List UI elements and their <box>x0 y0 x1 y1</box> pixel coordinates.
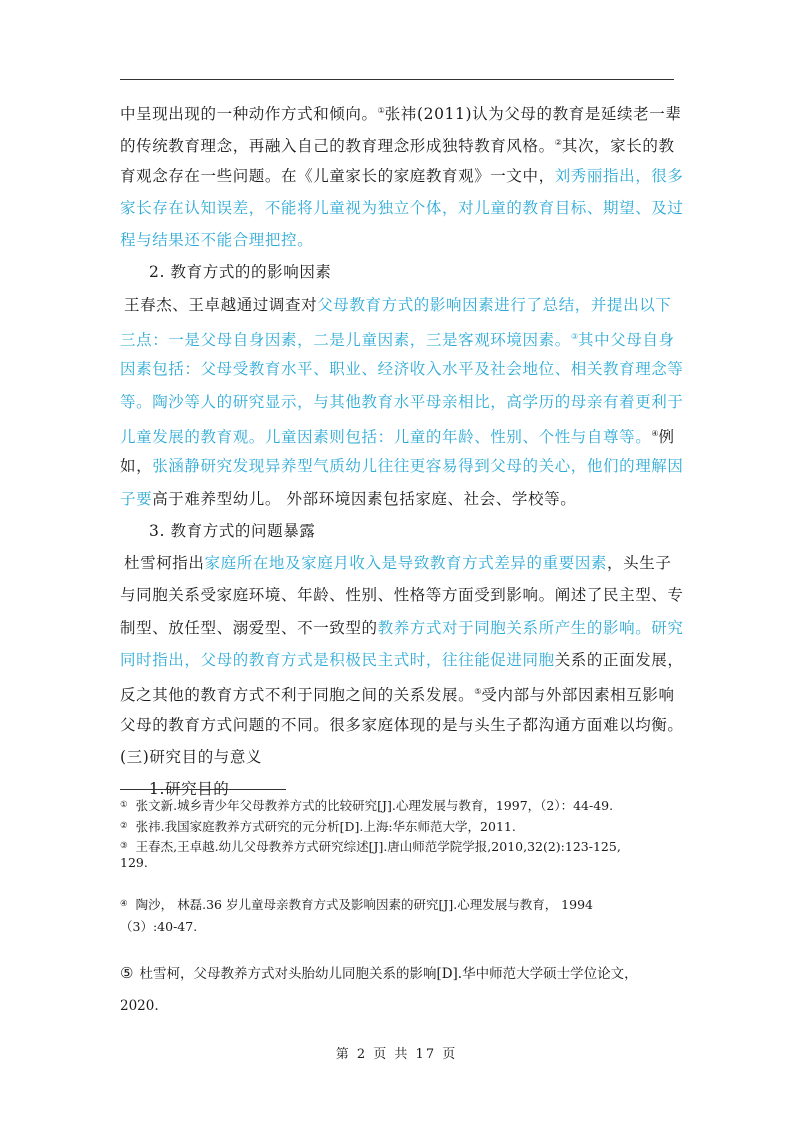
body-line: 制型、放任型、溺爱型、不一致型的教养方式对于同胞关系所产生的影响。研究 <box>120 618 684 637</box>
body-line: 如，张涵静研究发现异养型气质幼儿往往更容易得到父母的关心，他们的理解因 <box>120 457 684 476</box>
body-line: 的传统教育理念，再融入自己的教育理念形成独特教育风格。②其次，家长的教 <box>120 137 675 156</box>
highlighted-line: 等。陶沙等人的研究显示，与其他教育水平母亲相比，高学历的母亲有着更利于 <box>120 392 684 411</box>
highlighted-text: 教养方式对于同胞关系所产生的影响。研究 <box>377 618 684 637</box>
footnote-5: ⑤ 杜雪柯，父母教养方式对头胎幼儿同胞关系的影响[D].华中师范大学硕士学位论文， 2020. <box>120 964 638 1014</box>
page-number: 第 2 页 共 17 页 <box>335 1047 458 1062</box>
highlighted-text: 三点：一是父母自身因素，二是儿童因素，三是客观环境因素。 <box>120 331 571 350</box>
section-heading: 2. 教育方式的的影响因素 <box>149 263 332 282</box>
citation-mark: ⑤ <box>474 687 482 697</box>
footnote-2: ② 张祎.我国家庭教养方式研究的元分析[D].上海:华东师范大学，2011. <box>120 819 516 834</box>
footnote-rule <box>120 789 286 790</box>
citation-mark: ① <box>377 106 385 115</box>
body-line: 同时指出，父母的教育方式是积极民主式时，往往能促进同胞关系的正面发展， <box>120 651 684 670</box>
highlighted-line: 家长存在认知误差，不能将儿童视为独立个体，对儿童的教育目标、期望、及过 <box>120 198 684 217</box>
highlighted-line: 因素包括：父母受教育水平、职业、经济收入水平及社会地位、相关教育理念等 <box>120 360 684 379</box>
body-line: 父母的教育方式问题的不同。很多家庭体现的是与头生子都沟通方面难以均衡。 <box>120 715 684 734</box>
citation-mark: ③ <box>570 332 578 342</box>
footnote-3: ③ 王春杰,王卓越.幼儿父母教养方式研究综述[J].唐山师范学院学报,2010,32(2):123-125, 129. <box>120 839 621 870</box>
body-line: 子要高于难养型幼儿。 外部环境因素包括家庭、社会、学校等。 <box>120 489 577 508</box>
footnote-1: ① 张文新.城乡青少年父母教养方式的比较研究[J].心理发展与教育，1997，（2）：44-49. <box>120 798 614 813</box>
body-line: 三点：一是父母自身因素，二是儿童因素，三是客观环境因素。③其中父母自身 <box>120 331 675 350</box>
highlighted-line: 程与结果还不能合理把控。 <box>120 231 314 250</box>
body-line: 王春杰、王卓越通过调查对父母教育方式的影响因素进行了总结，并提出以下 <box>124 295 672 314</box>
header-rule <box>120 79 674 80</box>
body-line: 反之其他的教育方式不利于同胞之间的关系发展。⑤受内部与外部因素相互影响 <box>120 686 675 705</box>
citation-mark: ② <box>554 138 562 148</box>
highlighted-text: 儿童发展的教育观。儿童因素则包括：儿童的年龄、性别、个性与自尊等。 <box>120 427 652 446</box>
section-heading: (三)研究目的与意义 <box>120 747 263 766</box>
highlighted-text: 同时指出，父母的教育方式是积极民主式时，往往能促进同胞 <box>120 651 555 670</box>
highlighted-text: 家庭所在地及家庭月收入是导致教育方式差异的重要因素 <box>204 554 608 573</box>
subsection-heading: 1.研究目的 <box>149 780 230 799</box>
highlighted-text: 刘秀丽指出，很多 <box>554 166 684 185</box>
body-line: 育观念存在一些问题。在《儿童家长的家庭教育观》一文中，刘秀丽指出，很多 <box>120 166 684 185</box>
citation-mark: ④ <box>651 428 659 438</box>
highlighted-text: 子要 <box>120 489 153 508</box>
highlighted-text: 张涵静研究发现异养型气质幼儿往往更容易得到父母的关心，他们的理解因 <box>152 457 684 476</box>
body-line: 杜雪柯指出家庭所在地及家庭月收入是导致教育方式差异的重要因素，头生子 <box>124 554 672 573</box>
page-body <box>120 95 684 806</box>
footnote-4: ④ 陶沙， 林磊.36 岁儿童母亲教育方式及影响因素的研究[J].心理发展与教育， 1994 （3）:40-47. <box>120 897 593 934</box>
body-line: 与同胞关系受家庭环境、年龄、性别、性格等方面受到影响。阐述了民主型、专 <box>120 586 684 605</box>
highlighted-text: 父母教育方式的影响因素进行了总结，并提出以下 <box>317 295 672 314</box>
body-line: 中呈现出现的一种动作方式和倾向。①张祎(2011)认为父母的教育是延续老一辈 <box>120 105 682 123</box>
section-heading: 3. 教育方式的问题暴露 <box>149 521 316 540</box>
body-line: 儿童发展的教育观。儿童因素则包括：儿童的年龄、性别、个性与自尊等。④例 <box>120 427 675 446</box>
